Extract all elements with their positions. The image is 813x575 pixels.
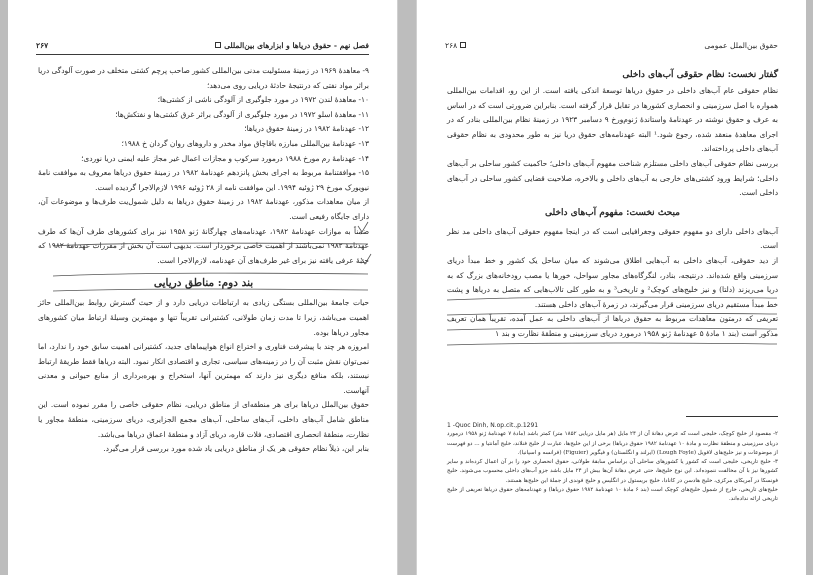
section-heading: گفتار نخست: نظام حقوقی آب‌های داخلی <box>622 70 778 80</box>
paragraph: بررسی نظام حقوقی آب‌های داخلی مستلزم شناخت مفهوم آب‌های داخلی؛ حاکميت کشور ساحلی بر آب‌های داخلی؛ شرايط ورود کشتی‌های خارجی به آب‌های داخلی و بالاخره، صلاحيت قضايی کشور ساحلی در آب‌های داخلی است. <box>447 158 778 198</box>
square-bullet-icon <box>460 42 466 48</box>
footnote-separator <box>686 416 778 417</box>
list-item: ۱۵- موافقتنامهٔ مربوط به اجرای بخش پانزدهم عهدنامهٔ ۱۹۸۲ در زمينهٔ حقوق درياها معروف به موافقت نامهٔ نيويورک مورخ ۲۹ ژوئيه ۱۹۹۴. اين موافقت نامه از ۲۸ ژوئيه ۱۹۹۶ لازم‌الاجرا گرديده است. <box>38 168 369 192</box>
pencil-underline <box>447 343 777 345</box>
footnotes <box>447 410 778 505</box>
footnote: ۲- مقصود از خليج کوچک، خليجی است که عرض دهانهٔ آن از ۲۴ مايل (هر مايل دريايی ۱۸۵۲ متر) کمتر باشد (مادهٔ ۷ عهدنامهٔ ژنو ۱۹۵۸ درمورد دريای سرزمينی و منطقهٔ نظارت و مادهٔ ۱۰ عهدنامهٔ ۱۹۸۲ حقوق درياها) برخی از اين خليج‌ها، عبارت از خليج فنلاند، خليج آمانتيا و ... دو فهرست از موضوعات و نيز خليج‌های لافويل (Lough Foyle) (ايرلند و انگلستان) و فيگوير (Figuier) (فرانسه و اسپانيا). <box>447 431 779 456</box>
footnote: 1 -Quoc Dinh, N.op.cit.,p.1291 <box>447 422 539 429</box>
footnote: خليج‌های تاريخی، خارج از شمول خليج‌های کوچک است (بند ۶ مادهٔ ۱۰ عهدنامهٔ ۱۹۸۲ حقوق درياها) و عهدنامه‌های حقوق درياها تعريفی از خليج تاريخی ارائه نداده‌اند. <box>447 487 778 503</box>
list-item: ۱۱- معاهدهٔ اسلو ۱۹۷۲ در مورد جلوگيری از آلودگی براثر غرق کشتی‌ها و نفتکش‌ها؛ <box>115 109 369 119</box>
square-bullet-icon <box>215 42 221 48</box>
left-page-number: ۲۶۷ <box>36 40 49 50</box>
left-chapter-title-group <box>215 41 369 50</box>
paragraph: امروزه هر چند با پيشرفت فناوری و اختراع انواع هواپيماهای جديد، کشتيرانی اهميت سابق خود را ندارد، اما نمی‌توان نقش مثبت آن را در زمينه‌های سياسی، تجاری و اقتصادی انکار نمود. البته درياها فقط طريقهٔ ارتباط نيستند، بلکه منافع ديگری نيز دارند که مهمترين آنها، استخراج و بهره‌برداری از منابع حيوانی و معدنی آنهاست. <box>38 342 369 395</box>
subsection-heading: مبحث نخست: مفهوم آب‌های داخلی <box>544 207 681 218</box>
list-item: ۱۰- معاهدهٔ لندن ۱۹۷۲ در مورد جلوگيری از آلودگی ناشی از کشتی‌ها؛ <box>157 95 369 105</box>
list-item: ۹- معاهدهٔ ۱۹۶۹ در زمينهٔ مسئوليت مدنی بين‌المللی کشور صاحب پرچم کشتی متخلف در صورت آلودگی دريا براثر مواد نفتی که درنتيجهٔ حادثهٔ دريايی روی می‌دهد؛ <box>38 66 369 90</box>
section-heading: بند دوم: مناطق دريايی <box>153 277 254 290</box>
right-page-body <box>447 66 778 342</box>
paragraph: تعريفی که درمتون معاهدات مربوط به حقوق درياها از آب‌های داخلی به عمل آمده، تقريباً همان تعريف مذکور است (بند ۱ مادهٔ ۵ عهدنامهٔ ژنو ۱۹۵۸ درمورد دريای سرزمينی و منطقهٔ نظارت و بند ۱ <box>447 314 778 338</box>
left-page <box>8 0 398 575</box>
paragraph: نظام حقوقی عام آب‌های داخلی در حقوق درياها توسعهٔ اندکی يافته است. از اين رو، اقدامات بين‌المللی همواره با اصل سرزمينی و انحصاری کشورها در تقابل قرار گرفته است. بنابراين ضرورتی است که در اساس به عرف و حقوق نوشته در عهدنامهٔ واستاندهٔ ژنوم‌ورخ ۹ دسامبر ۱۹۲۳ در زمينهٔ نظام بين‌المللی بنادر که در اجرای معاهدهٔ منعقد شده، رجوع شود.¹ البته عهدنامه‌های حقوق دريا نيز به طور محدودی به نظام حقوقی آب‌های داخلی پرداخته‌اند. <box>447 86 778 154</box>
left-page-body <box>38 64 369 457</box>
right-page-number-group <box>445 41 466 50</box>
paragraph: بنابر اين، ذيلاً نظام حقوقی هر يک از مناطق دريايی ياد شده مورد بررسی قرار می‌گيرد. <box>103 444 369 454</box>
paragraph: از ميان معاهدات مذکور، عهدنامهٔ ۱۹۸۲ در زمينهٔ حقوق درياها به دليل شمول‌يت طرف‌ها و موضوعات آن، دارای جايگاه رفيعی است. <box>38 197 369 221</box>
list-item: ۱۲- عهدنامهٔ ۱۹۸۲ در زمينهٔ حقوق درياها؛ <box>244 124 369 134</box>
right-page <box>416 0 806 575</box>
right-page-number: ۲۶۸ <box>445 40 458 50</box>
left-page-header <box>36 38 369 55</box>
right-book-title: حقوق بين‌الملل عمومی <box>704 40 778 50</box>
right-page-header <box>445 38 778 54</box>
left-chapter-title: فصل نهم - حقوق درياها و ابزارهای بين‌المللی <box>224 40 369 50</box>
list-item: ۱۳- عهدنامهٔ بين‌المللی مبارزه باقاچاق مواد مخدر و داروهای روان گردان خ ۱۹۸۸؛ <box>121 138 369 148</box>
paragraph: حقوق بين‌الملل درياها برای هر منطقه‌ای از مناطق دريايی، نظام حقوقی خاصی را مقرر نموده است. اين مناطق شامل آب‌های داخلی، آب‌های ساحلی، آب‌های مجمع الجزايری، دريای سرزمينی، منطقهٔ مجاور يا نظارت، منطقهٔ انحصاری اقتصادی، فلات قاره، دريای آزاد و منطقهٔ اعماق درياها می‌باشد. <box>38 400 369 439</box>
list-item: ۱۴- عهدنامهٔ رم مورخ ۱۹۸۸ درمورد سرکوب و مجازات اعمال غير مجاز عليه ايمنی دريا نوردی؛ <box>81 153 369 163</box>
paragraph: ضمناً به موازات عهدنامهٔ ۱۹۸۲، عهدنامه‌های چهارگانهٔ ژنو ۱۹۵۸ نيز برای کشورهای طرف آن‌ها که طرف عهدنامهٔ ۱۹۸۲ نمی‌باشند از اهميت خاصی برخوردار است. بديهی است آن بخش از مقررات عهدنامهٔ ۱۹۸۲ که جنبهٔ عرفی يافته نيز برای غير طرف‌های آن عهدنامه، لازم‌الاجرا است. <box>38 226 369 265</box>
paragraph: حيات جامعهٔ بين‌المللی بستگی زيادی به ارتباطات دريايی دارد و از حيث گسترش روابط بين‌المللی حائز اهميت می‌باشد، زيرا تا مدت زمان طولانی، کشتيرانی تقريباً تنها و مهمترين وسيلهٔ ارتباط ميان کشورهای مجاور درياها بوده. <box>38 298 369 337</box>
footnote: ۳- خليج تاريخی، خليجی است که کشور يا کشورهای ساحلی آن براساس سابقهٔ طولانی، حقوق انحصاری خود را بر آن اعمال کرده‌اند و ساير کشورها نيز با آن مخالفت ننموده‌اند. اين نوع خليج‌ها، حتی عرض دهانهٔ آن‌ها بيش از ۲۴ مايل باشد جزو آب‌های داخلی محسوب می‌شوند. خليج فونسکا در آمريکای مرکزی، خليج هادسن در کانادا، خليج بريستول در انگليس و خليج فوندی از جملهٔ اين خليج‌ها هستند. <box>447 459 778 484</box>
paragraph: از ديد حقوقی، آب‌های داخلی به آب‌هايی اطلاق می‌شوند که ميان ساحل يک کشور و خط مبدأ دريای سرزمينی واقع شده‌اند. درنتيجه، بنادر، لنگرگاه‌های مجاور سواحل، خورها يا مصب رودخانه‌های بزرگ که به دريا می‌ريزند (دلتا) و نيز خليج‌های کوچک² و تاريخی³ و به طور کلی تالاب‌هايی که متصل به درياها و پشت خط مبدأ مستقيم دريای سرزمينی قرار می‌گيرند، در زمرهٔ آب‌های داخلی هستند. <box>447 255 778 309</box>
paragraph: آب‌های داخلی دارای دو مفهوم حقوقی وجغرافيايی است که در اينجا مفهوم حقوقی آب‌های داخلی مد نظر است. <box>447 226 778 251</box>
